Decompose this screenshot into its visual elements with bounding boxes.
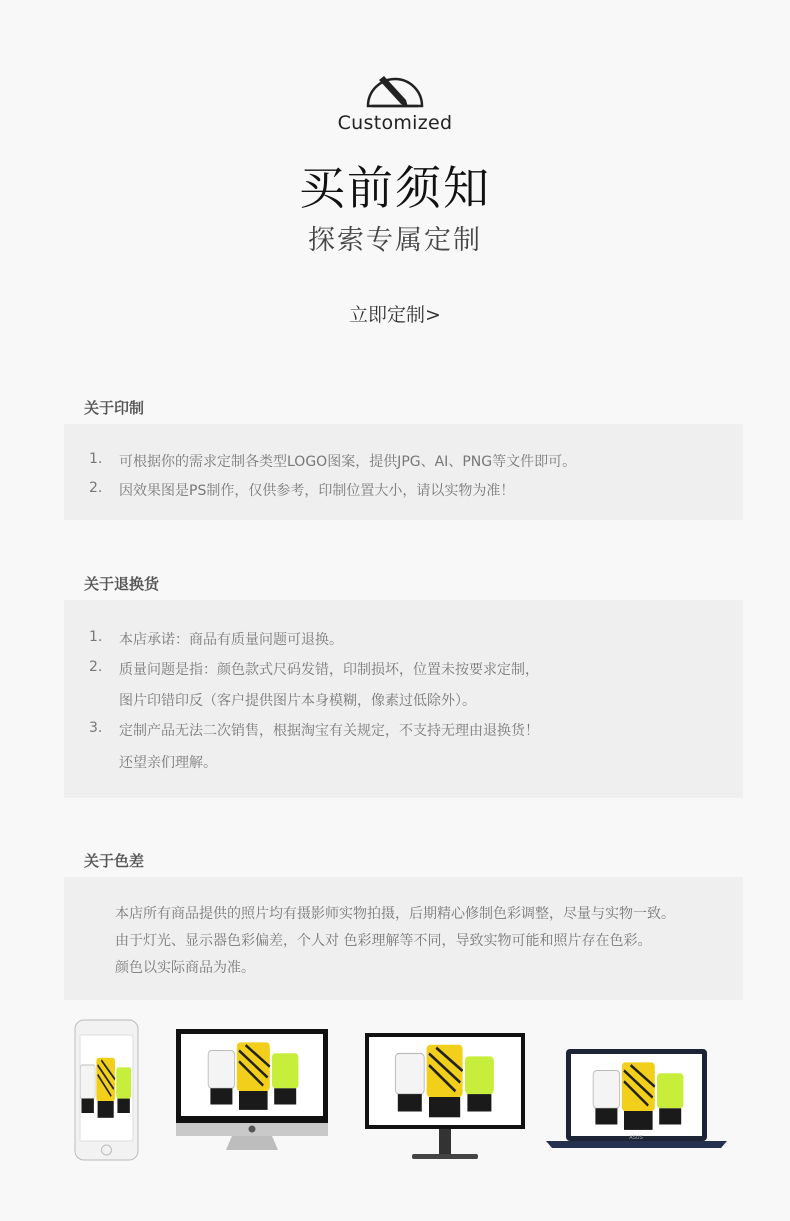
logo <box>0 70 790 134</box>
customize-now-link[interactable]: 立即定制> <box>349 304 441 326</box>
section-title-print: 关于印制 <box>84 399 145 417</box>
section-title-color: 关于色差 <box>84 852 145 870</box>
returns-info-box: 1. 本店承诺：商品有质量问题可退换。 2. 质量问题是指：颜色款式尺码发错，印制损坏，位置未按要求定制， 图片印错印反（客户提供图片本身模糊，像素过低除外）。 3. 定制产品无法二次销售，根据淘宝有关规定，不支持无理由退换货！ 还望亲们理解。 <box>64 600 743 798</box>
laptop-device <box>546 1049 727 1148</box>
paragraph-line: 颜色以实际商品为准。 <box>115 960 255 976</box>
pen-protractor-icon <box>364 70 426 110</box>
monitor-device <box>365 1033 525 1159</box>
section-title-returns: 关于退换货 <box>84 575 160 593</box>
page-title: 买前须知 <box>299 161 491 215</box>
page-subtitle: 探索专属定制 <box>308 225 482 256</box>
devices-illustration <box>0 1015 790 1185</box>
color-info-box <box>64 877 743 1000</box>
print-info-box: 1. 可根据你的需求定制各类型LOGO图案，提供JPG、AI、PNG等文件即可。 2. 因效果图是PS制作，仅供参考，印制位置大小，请以实物为准！ <box>64 424 743 520</box>
paragraph-line: 本店所有商品提供的照片均有摄影师实物拍摄，后期精心修制色彩调整，尽量与实物一致。 <box>115 906 675 922</box>
logo-text: Customized <box>337 112 453 134</box>
imac-device <box>176 1029 328 1150</box>
paragraph-line: 由于灯光、显示器色彩偏差，个人对 色彩理解等不同，导致实物可能和照片存在色彩。 <box>115 933 652 949</box>
apple-logo-icon <box>249 1126 256 1133</box>
svg-text:ASUS: ASUS <box>629 1135 643 1141</box>
phone-device <box>75 1020 138 1160</box>
